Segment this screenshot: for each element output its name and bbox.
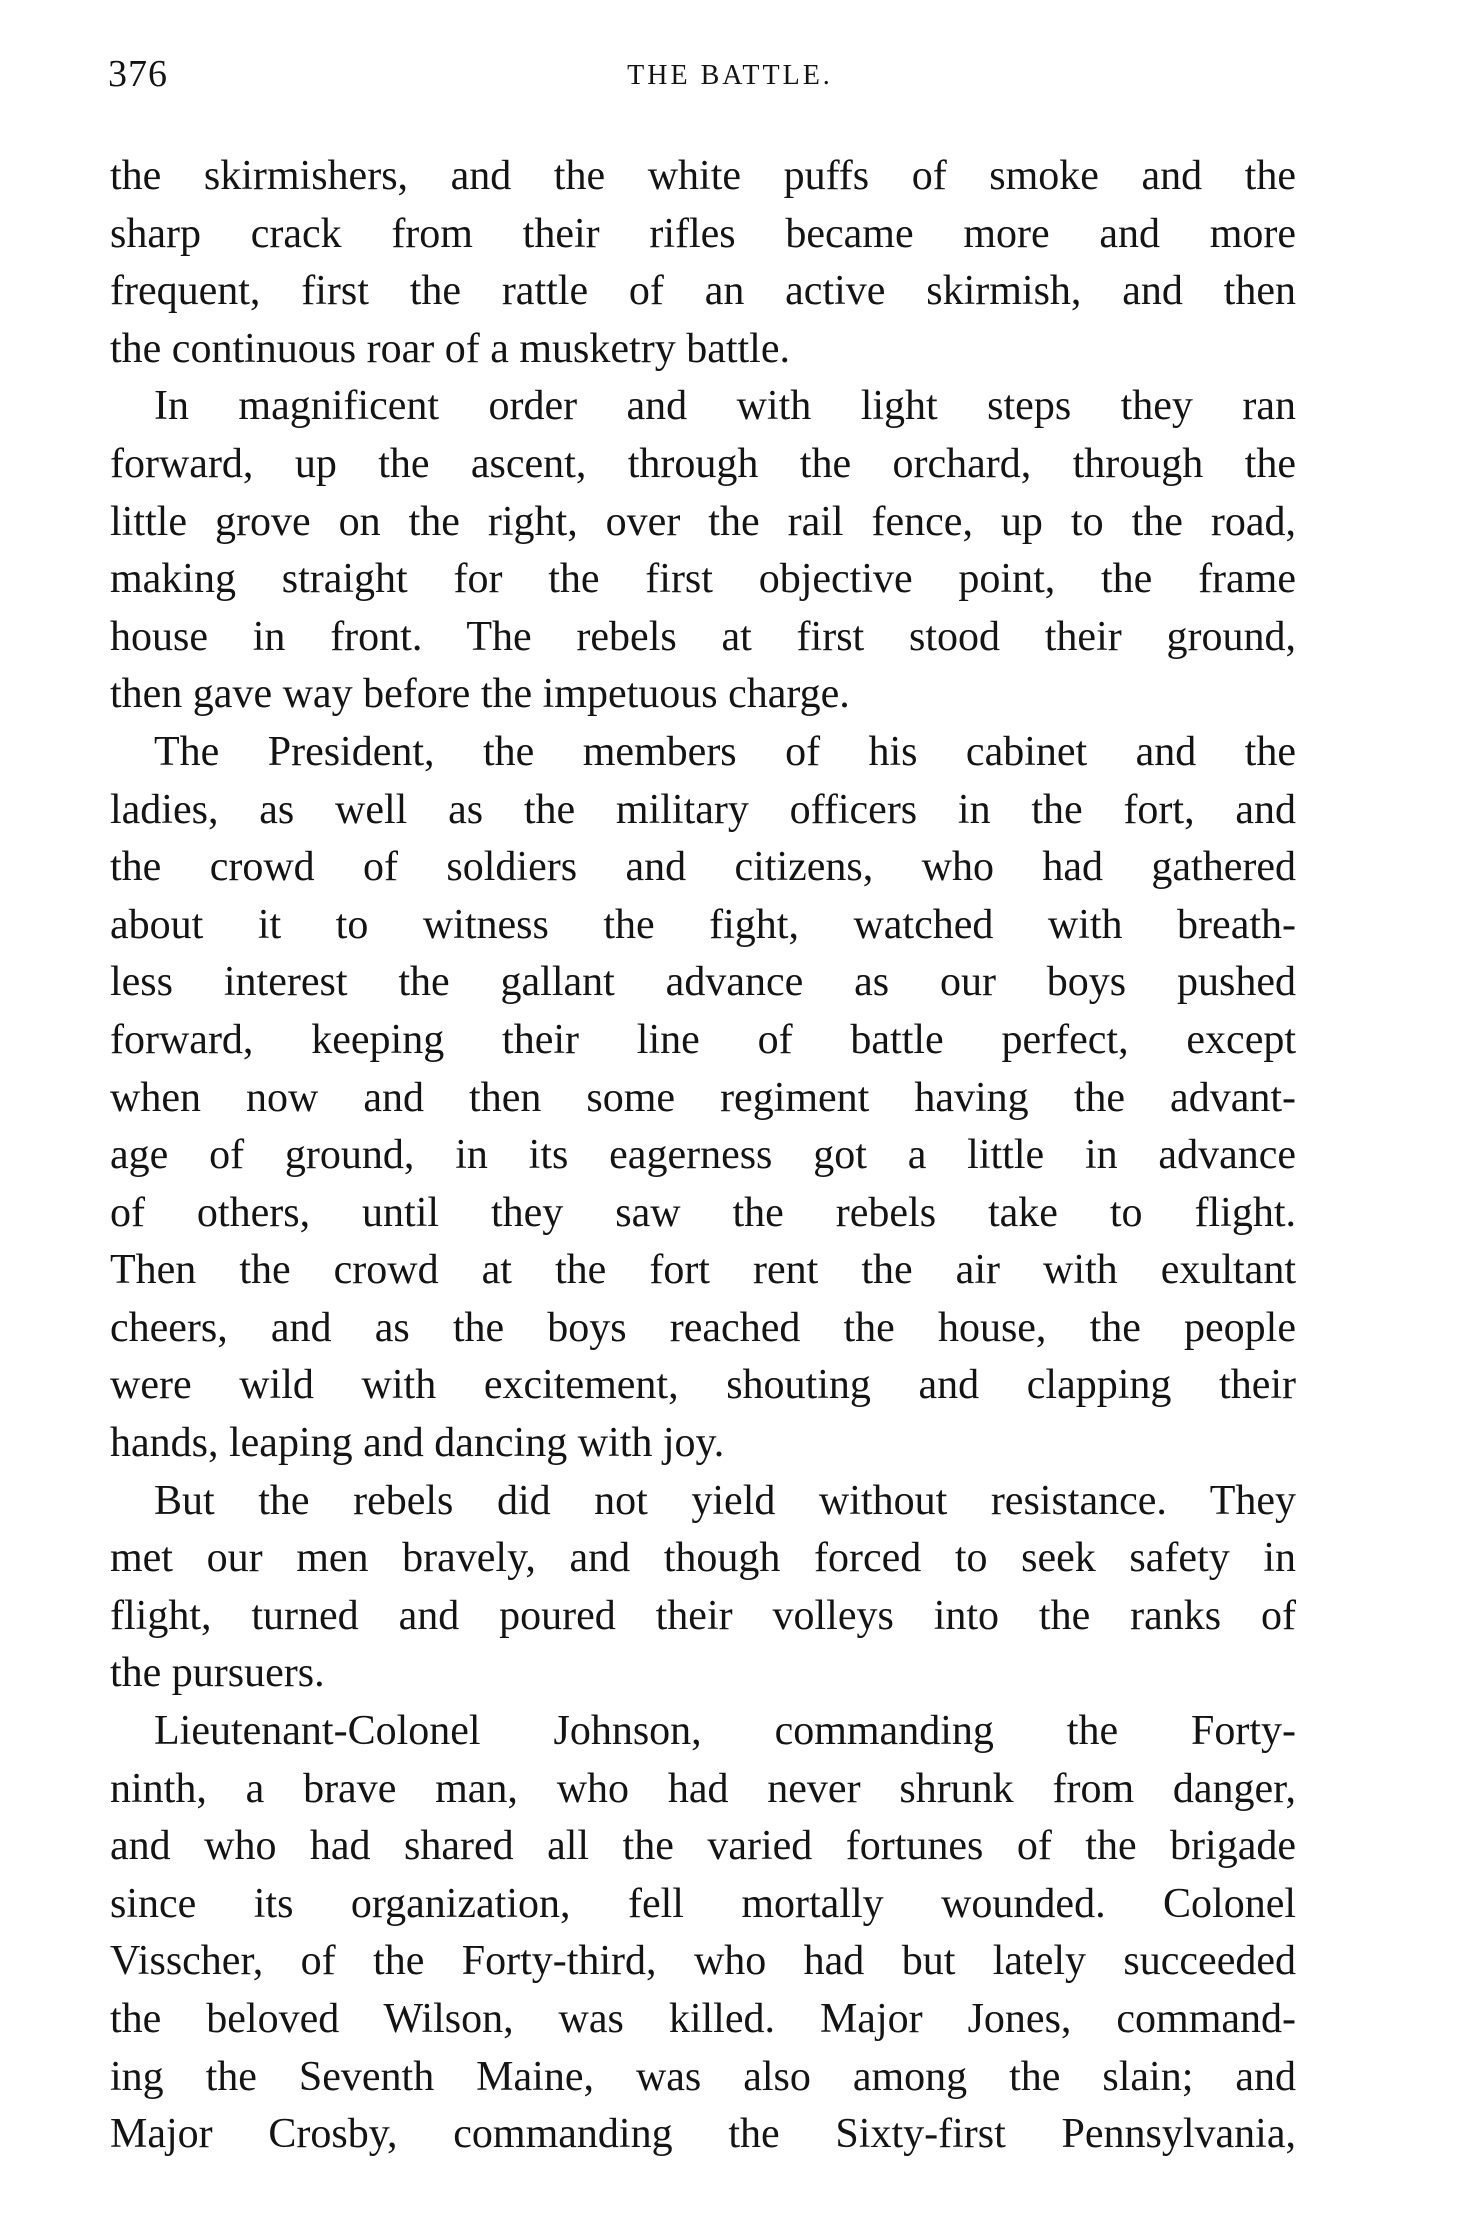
paragraph [110, 1473, 1296, 1703]
text-line: were wild with excitement, shouting and clapping their [110, 1362, 1296, 1409]
text-line: ing the Seventh Maine, was also among the slain; and [110, 2053, 1296, 2100]
text-line: met our men bravely, and though forced to seek safety in [110, 1535, 1296, 1582]
running-head [108, 52, 1308, 112]
text-line: and who had shared all the varied fortunes of the brigade [110, 1823, 1296, 1870]
text-line: Visscher, of the Forty-third, who had but lately succeeded [110, 1938, 1296, 1985]
text-line: In magnificent order and with light steps they ran [154, 383, 1296, 430]
text-line: the skirmishers, and the white puffs of smoke and the [110, 153, 1296, 199]
text-line: the beloved Wilson, was killed. Major Jones, command- [110, 1996, 1296, 2042]
text-line: then gave way before the impetuous charge. [110, 671, 850, 718]
text-line: less interest the gallant advance as our boys pushed [110, 959, 1296, 1006]
paragraph [110, 148, 1296, 378]
text-line: little grove on the right, over the rail fence, up to the road, [110, 498, 1296, 545]
running-title: THE BATTLE. [627, 60, 833, 91]
text-line: Major Crosby, commanding the Sixty-first Pennsylvania, [110, 2111, 1296, 2158]
paragraph [110, 724, 1296, 1473]
text-line: the pursuers. [110, 1650, 325, 1697]
text-line: But the rebels did not yield without resistance. They [154, 1477, 1296, 1524]
paragraph [110, 378, 1296, 724]
text-line: cheers, and as the boys reached the house, the people [110, 1304, 1296, 1351]
text-line: hands, leaping and dancing with joy. [110, 1420, 725, 1467]
text-line: since its organization, fell mortally wounded. Colonel [110, 1880, 1296, 1927]
text-line: flight, turned and poured their volleys into the ranks of [110, 1592, 1296, 1639]
page-number: 376 [108, 53, 168, 95]
text-line: Then the crowd at the fort rent the air with exultant [110, 1247, 1296, 1294]
text-line: ninth, a brave man, who had never shrunk from danger, [110, 1765, 1296, 1812]
text-line: when now and then some regiment having the advant- [110, 1074, 1296, 1121]
text-line: ladies, as well as the military officers in the fort, and [110, 786, 1296, 833]
text-line: forward, up the ascent, through the orchard, through the [110, 440, 1296, 487]
text-line: making straight for the first objective point, the frame [110, 556, 1296, 603]
text-line: about it to witness the fight, watched with breath- [110, 901, 1296, 948]
body-text [110, 148, 1296, 2164]
paragraph [110, 1703, 1296, 2164]
text-line: of others, until they saw the rebels take to flight. [110, 1189, 1296, 1236]
text-line: house in front. The rebels at first stood their ground, [110, 613, 1296, 660]
text-line: Lieutenant-Colonel Johnson, commanding the Forty- [154, 1708, 1296, 1755]
text-line: age of ground, in its eagerness got a little in advance [110, 1132, 1296, 1179]
text-line: the crowd of soldiers and citizens, who had gathered [110, 844, 1296, 891]
text-line: sharp crack from their rifles became more and more [110, 210, 1296, 257]
text-line: forward, keeping their line of battle perfect, except [110, 1016, 1296, 1063]
text-line: the continuous roar of a musketry battle. [110, 325, 790, 372]
text-line: frequent, first the rattle of an active skirmish, and then [110, 268, 1296, 315]
text-line: The President, the members of his cabinet and the [154, 728, 1296, 775]
